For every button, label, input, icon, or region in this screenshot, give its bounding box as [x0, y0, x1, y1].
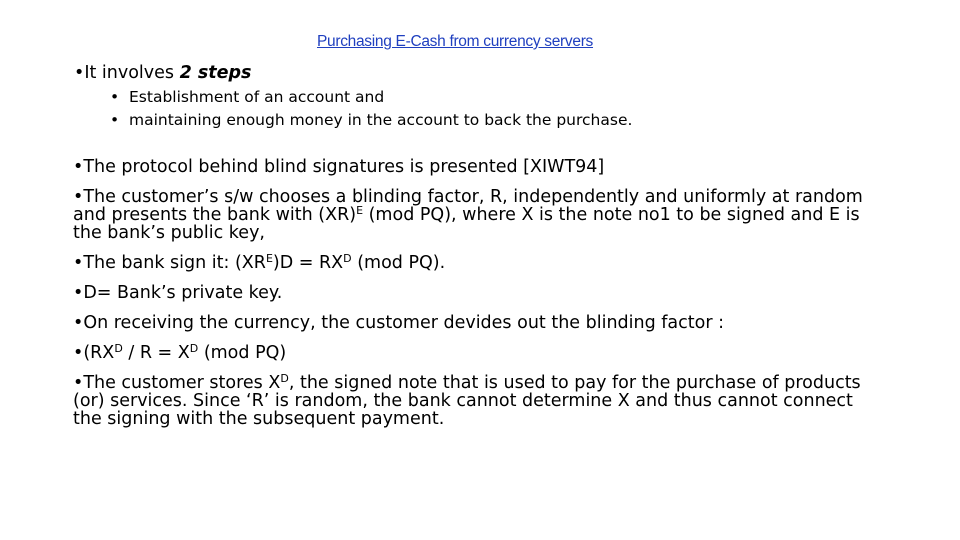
step-item-2: [110, 111, 632, 129]
text-run: •The customer’s s/w chooses a blinding factor, R, independently and uniformly at random and presents the bank with (XR): [73, 187, 863, 225]
step-text: Establishment of an account and: [129, 88, 385, 106]
text-run: (mod PQ): [198, 343, 287, 363]
text-run: •(RX: [73, 343, 115, 363]
text-run: / R = X: [122, 343, 190, 363]
paragraph-blinding-factor: [73, 188, 883, 242]
paragraph-bank-sign: [73, 254, 883, 272]
superscript: D: [280, 372, 289, 385]
intro-bullet-mark: •: [74, 63, 85, 83]
slide-title: Purchasing E-Cash from currency servers: [317, 33, 594, 50]
superscript: D: [343, 252, 352, 265]
step-bullet: •: [110, 111, 120, 129]
intro-emphasis: 2 steps: [179, 63, 252, 83]
superscript: D: [114, 342, 123, 355]
body-text: [73, 158, 883, 428]
superscript: E: [265, 252, 273, 265]
intro-bullet: [74, 63, 251, 83]
text-run: , the signed note that is used to pay for the purchase of products (or) services. Since ‘R’ is random, the bank cannot determine X and thus cannot connect the signing with the subsequent payment.: [73, 373, 861, 429]
text-run: (mod PQ), where X is the note no1 to be signed and E is the bank’s public key,: [73, 205, 860, 243]
step-text: maintaining enough money in the account to back the purchase.: [129, 111, 633, 129]
superscript: E: [356, 204, 364, 217]
paragraph-blind-signatures: •The protocol behind blind signatures is presented [XIWT94]: [73, 157, 605, 177]
text-run: •The customer stores X: [73, 373, 281, 393]
step-bullet: •: [110, 88, 120, 106]
paragraph-private-key: •D= Bank’s private key.: [73, 283, 283, 303]
superscript: D: [189, 342, 199, 355]
paragraph-customer-stores: [73, 374, 883, 428]
text-run: (mod PQ).: [351, 253, 446, 273]
text-run: )D = RX: [272, 253, 344, 273]
step-item-1: [110, 88, 384, 106]
text-run: •The bank sign it: (XR: [73, 253, 266, 273]
paragraph-receiving: •On receiving the currency, the customer devides out the blinding factor :: [73, 313, 725, 333]
paragraph-formula: [73, 344, 883, 362]
intro-text: It involves: [84, 63, 180, 83]
